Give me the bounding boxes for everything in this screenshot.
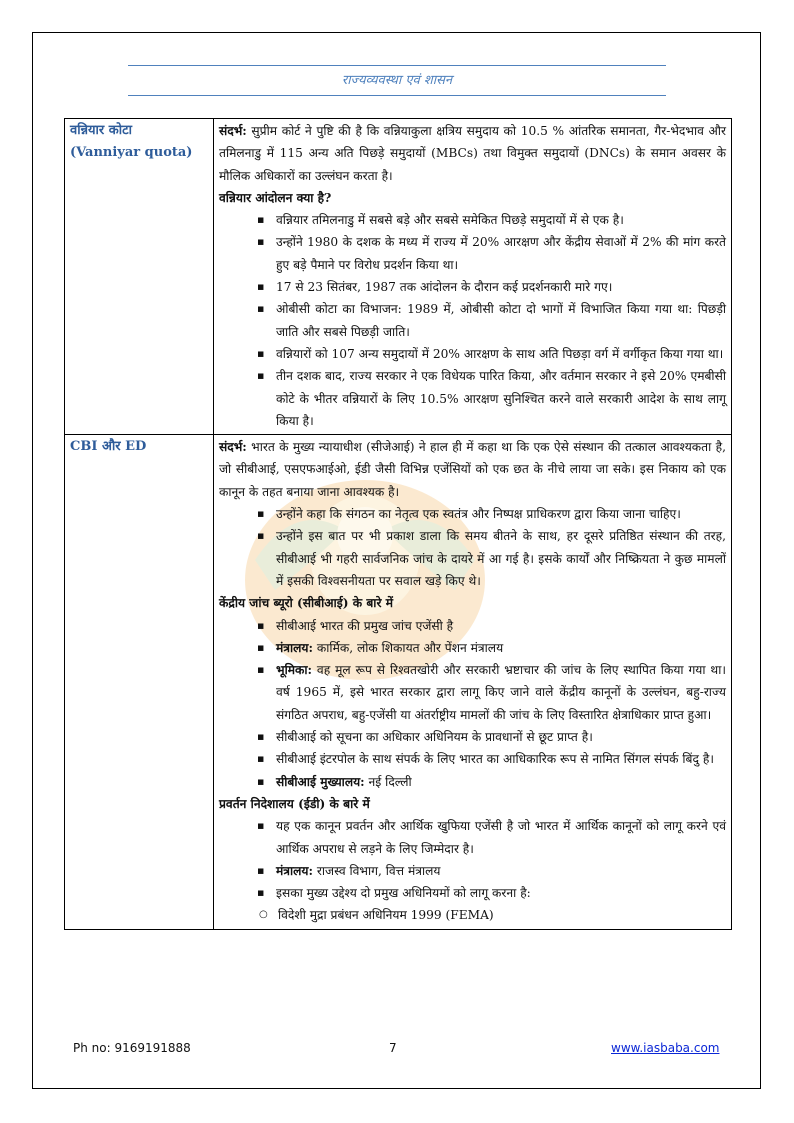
- header-rule-top: [128, 65, 666, 66]
- footer-page-number: 7: [389, 1041, 397, 1055]
- list-item: ▪ ओबीसी कोटा का विभाजन: 1989 में, ओबीसी कोटा दो भागों में विभाजित किया गया था: पिछड़ी जाति और सबसे पिछड़ी जाति।: [257, 298, 726, 343]
- list-item: ▪ 17 से 23 सितंबर, 1987 तक आंदोलन के दौरान कई प्रदर्शनकारी मारे गए।: [257, 276, 726, 298]
- footer-phone: Ph no: 9169191888: [73, 1041, 191, 1055]
- context-label: संदर्भ:: [219, 440, 247, 455]
- table-row-cbi-ed: [65, 435, 732, 930]
- content-cell: [214, 119, 732, 435]
- list-item: ▪ सीबीआई इंटरपोल के साथ संपर्क के लिए भारत का आधिकारिक रूप से नामित सिंगल संपर्क बिंदु है।: [257, 748, 726, 770]
- list-item: ▪ सीबीआई मुख्यालय: नई दिल्ली: [257, 771, 726, 793]
- ed-bullet-list: [219, 815, 726, 904]
- list-item: ▪ उन्होंने कहा कि संगठन का नेतृत्व एक स्वतंत्र और निष्पक्ष प्राधिकरण द्वारा किया जाना चाहिए।: [257, 503, 726, 525]
- cbi-bullet-list: [219, 615, 726, 793]
- cbi-section-heading: केंद्रीय जांच ब्यूरो (सीबीआई) के बारे में: [219, 596, 393, 611]
- list-item: ▪ वन्नियार तमिलनाडु में सबसे बड़े और सबसे समेकित पिछड़े समुदायों में से एक है।: [257, 209, 726, 231]
- topic-title-hindi: वन्नियार कोटा: [70, 123, 133, 138]
- context-bullet-list: [219, 503, 726, 592]
- header-rule-bottom: [128, 95, 666, 96]
- content-cell: [214, 435, 732, 930]
- list-item: ▪ उन्होंने इस बात पर भी प्रकाश डाला कि समय बीतने के साथ, हर दूसरे प्रतिष्ठित संस्थान की तरह, सीबीआई भी गहरी सार्वजनिक जांच के दायरे में आ गई है। इसके कार्यों और निष्क्रियता ने कुछ मामलों में इसकी विश्वसनीयता पर सवाल खड़े किए थे।: [257, 525, 726, 592]
- bullet-list: [219, 209, 726, 432]
- table-row-vanniyar: [65, 119, 732, 435]
- footer-website-link[interactable]: www.iasbaba.com: [611, 1041, 720, 1055]
- ed-section-heading: प्रवर्तन निदेशालय (ईडी) के बारे में: [219, 796, 370, 811]
- context-label: संदर्भ:: [219, 124, 247, 138]
- topic-cell: [65, 119, 214, 435]
- list-item: ▪ तीन दशक बाद, राज्य सरकार ने एक विधेयक पारित किया, और वर्तमान सरकार ने इसे 20% एमबीसी कोटे के भीतर वन्नियारों के लिए 10.5% आरक्षण सुनिश्चित करने वाले सरकारी आदेश के साथ लागू किया है।: [257, 365, 726, 432]
- list-item: ▪ भूमिका: वह मूल रूप से रिश्वतखोरी और सरकारी भ्रष्टाचार की जांच के लिए स्थापित किया गया था। वर्ष 1965 में, इसे भारत सरकार द्वारा लागू किए जाने वाले केंद्रीय कानूनों के उल्लंघन, बहु-राज्य संगठित अपराध, बहु-एजेंसी या अंतर्राष्ट्रीय मामलों की जांच के लिए विस्तारित क्षेत्राधिकार प्राप्त हुआ।: [257, 659, 726, 726]
- topic-title: CBI और ED: [70, 439, 147, 455]
- list-item: ▪ उन्होंने 1980 के दशक के मध्य में राज्य में 20% आरक्षण और केंद्रीय सेवाओं में 2% की मांग करते हुए बड़े पैमाने पर विरोध प्रदर्शन किया था।: [257, 231, 726, 276]
- sub-list-item: ○ विदेशी मुद्रा प्रबंधन अधिनियम 1999 (FEMA): [259, 904, 726, 926]
- list-item: ▪ यह एक कानून प्रवर्तन और आर्थिक खुफिया एजेंसी है जो भारत में आर्थिक कानूनों को लागू करने एवं आर्थिक अपराध से लड़ने के लिए जिम्मेदार है।: [257, 815, 726, 860]
- topic-cell: [65, 435, 214, 930]
- context-paragraph: [219, 436, 726, 503]
- list-item: ▪ मंत्रालय: कार्मिक, लोक शिकायत और पेंशन मंत्रालय: [257, 637, 726, 659]
- list-item: ▪ वन्नियारों को 107 अन्य समुदायों में 20% आरक्षण के साथ अति पिछड़ा वर्ग में वर्गीकृत किया गया था।: [257, 343, 726, 365]
- context-text: भारत के मुख्य न्यायाधीश (सीजेआई) ने हाल ही में कहा था कि एक ऐसे संस्थान की तत्काल आवश्यकता है, जो सीबीआई, एसएफआईओ, ईडी जैसी विभिन्न एजेंसियों को एक छत के नीचे लाया जा सके। इस निकाय को एक कानून के तहत बनाया जाना आवश्यक है।: [219, 440, 726, 499]
- list-item: ▪ सीबीआई भारत की प्रमुख जांच एजेंसी है: [257, 615, 726, 637]
- page-header-title: राज्यव्यवस्था एवं शासन: [341, 73, 453, 88]
- context-text: सुप्रीम कोर्ट ने पुष्टि की है कि वन्नियाकुला क्षत्रिय समुदाय को 10.5 % आंतरिक समानता, गैर-भेदभाव और तमिलनाडु में 115 अन्य अति पिछड़े समुदायों (MBCs) तथा विमुक्त समुदायों (DNCs) के समान अवसर के मौलिक अधिकारों का उल्लंघन करता है।: [219, 124, 726, 183]
- list-item: ▪ मंत्रालय: राजस्व विभाग, वित्त मंत्रालय: [257, 860, 726, 882]
- context-paragraph: [219, 120, 726, 187]
- ed-sub-bullet-list: [219, 904, 726, 926]
- section-heading: वन्नियार आंदोलन क्या है?: [219, 190, 332, 205]
- list-item: ▪ इसका मुख्य उद्देश्य दो प्रमुख अधिनियमों को लागू करना है:: [257, 882, 726, 904]
- list-item: ▪ सीबीआई को सूचना का अधिकार अधिनियम के प्रावधानों से छूट प्राप्त है।: [257, 726, 726, 748]
- topic-title-english: (Vanniyar quota): [70, 145, 193, 160]
- content-table: [64, 118, 732, 930]
